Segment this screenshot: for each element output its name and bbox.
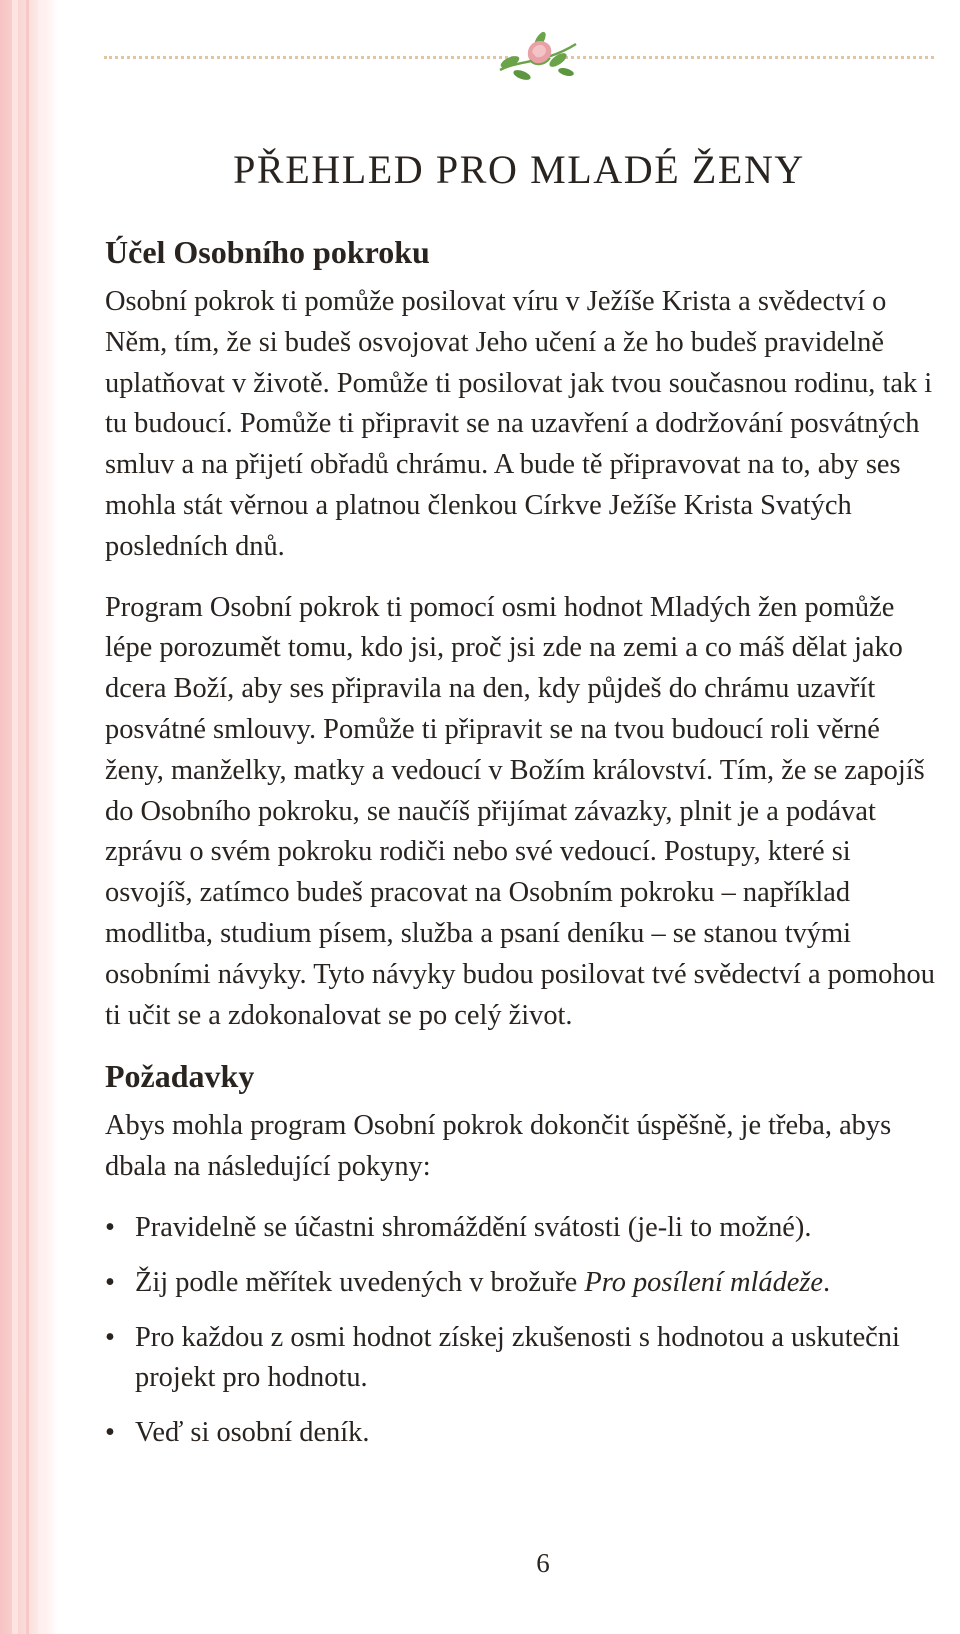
page-content [105, 232, 945, 1468]
booklet-title: Pro posílení mládeže [584, 1266, 824, 1298]
bullet-icon: • [105, 1266, 115, 1298]
list-item-text: Veď si osobní deník. [135, 1417, 370, 1449]
list-item [105, 1263, 945, 1304]
band-stripe [26, 0, 29, 1634]
section-heading-purpose: Účel Osobního pokroku [105, 234, 430, 270]
page-title: PŘEHLED PRO MLADÉ ŽENY [233, 147, 805, 192]
list-item [105, 1413, 945, 1454]
band-stripe [12, 0, 18, 1634]
page-number: 6 [536, 1548, 550, 1578]
list-item-text: Žij podle měřítek uvedených v brožuře [135, 1266, 585, 1298]
list-item-text: Pro každou z osmi hodnot získej zkušenosti s hodnotou a uskutečni projekt pro hodnotu. [135, 1321, 900, 1394]
bullet-icon: • [105, 1417, 115, 1449]
bullet-icon: • [105, 1321, 115, 1353]
requirements-list [105, 1208, 945, 1454]
paragraph: Program Osobní pokrok ti pomocí osmi hodnot Mladých žen pomůže lépe porozumět tomu, kdo jsi, proč jsi zde na zemi a co máš dělat jako dcera Boží, aby ses připravila na den, kdy půjdeš do chrámu uzavřít posvátné smlouvy. Pomůže ti připravit se na tvou budoucí roli věrné ženy, manželky, matky a vedoucí v Božím království. Tím, že se zapojíš do Osobního pokroku, se naučíš přijímat závazky, plnit je a podávat zprávu o svém pokroku rodiči nebo své vedoucí. Postupy, které si osvojíš, zatímco budeš pracovat na Osobním pokroku – například modlitba, studium písem, služba a psaní deníku – se stanou tvými osobními návyky. Tyto návyky budou posilovat tvé svědectví a pomohou ti učit se a zdokonalovat se po celý život. [105, 591, 935, 1031]
requirements-intro: Abys mohla program Osobní pokrok dokončit úspěšně, je třeba, abys dbala na následující pokyny: [105, 1110, 892, 1183]
decorative-side-band [0, 0, 58, 1634]
rose-icon [496, 30, 582, 88]
list-item-text: Pravidelně se účastni shromáždění svátosti (je-li to možné). [135, 1211, 812, 1243]
band-stripe [38, 0, 46, 1634]
section-heading-requirements: Požadavky [105, 1058, 255, 1095]
list-item [105, 1208, 945, 1249]
paragraph: Osobní pokrok ti pomůže posilovat víru v Ježíše Krista a svědectví o Něm, tím, že si budeš osvojovat Jeho učení a že ho budeš pravidelně uplatňovat v životě. Pomůže ti posilovat jak tvou současnou rodinu, tak i tu budoucí. Pomůže ti připravit se na uzavření a dodržování posvátných smluv a na přijetí obřadů chrámu. A bude tě připravovat na to, aby ses mohla stát věrnou a platnou členkou Církve Ježíše Krista Svatých posledních dnů. [105, 286, 933, 562]
list-item-text-end: . [823, 1266, 831, 1298]
bullet-icon: • [105, 1211, 115, 1243]
list-item [105, 1318, 945, 1400]
